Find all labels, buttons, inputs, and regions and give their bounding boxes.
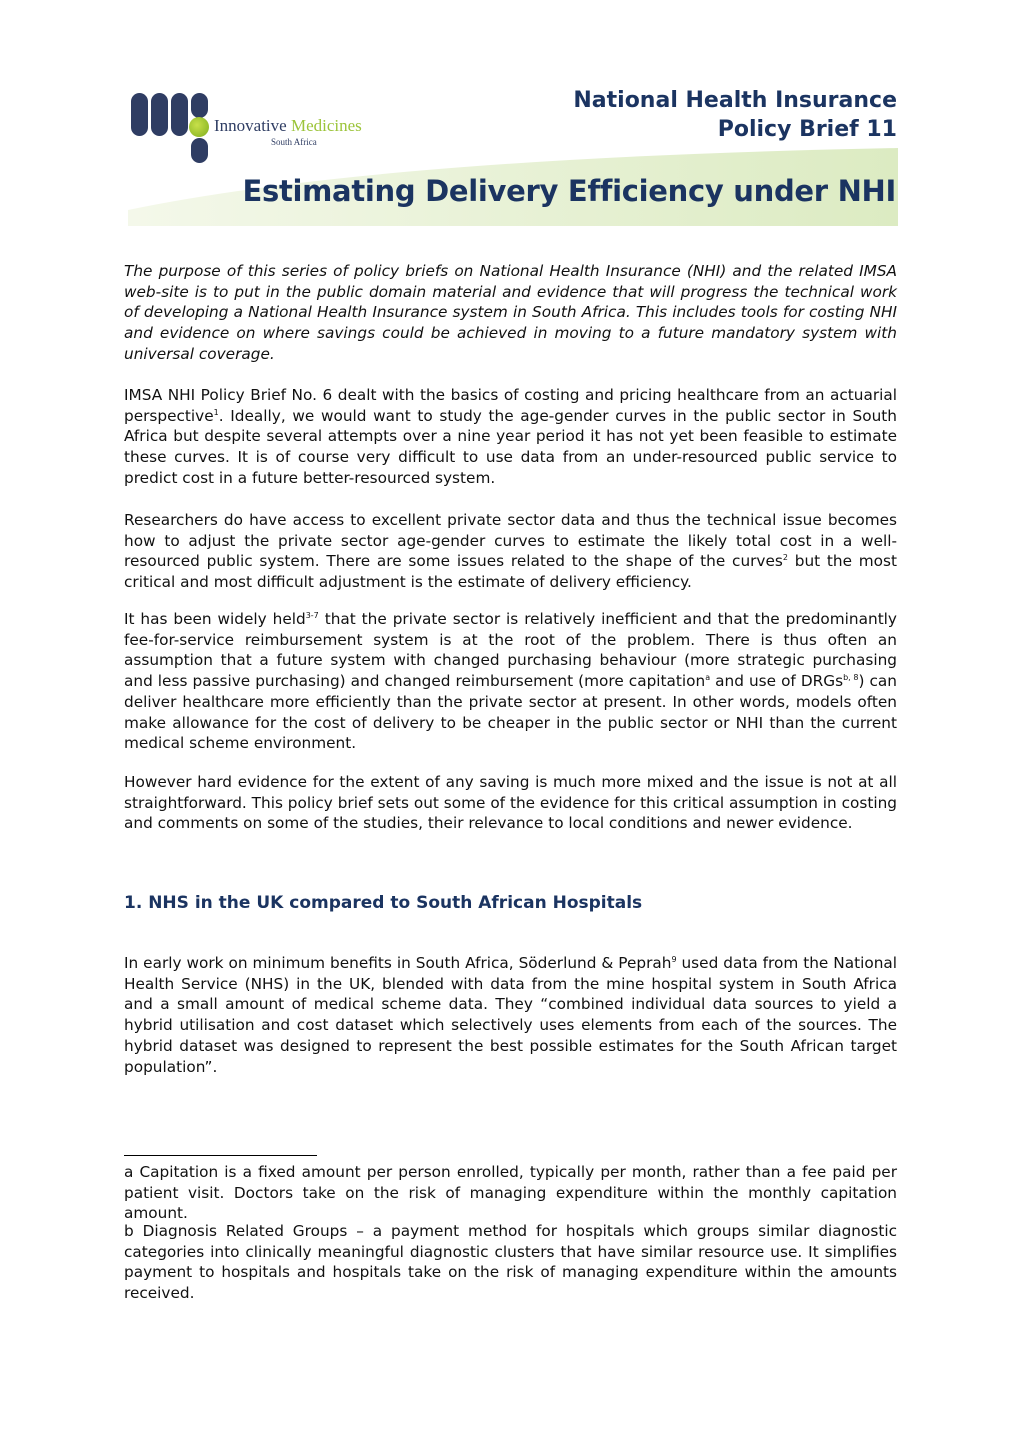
logo-pill [171, 93, 188, 136]
text: It has been widely held [124, 610, 306, 628]
footnote-text: a Capitation is a fixed amount per person enrolled, typically per month, rather than a fee paid per patient visit. Doctors take on the risk of managing expenditure within the monthly capitation amount. [124, 1163, 897, 1223]
section-heading: 1. NHS in the UK compared to South African Hospitals [124, 893, 643, 913]
logo-pill [151, 93, 168, 136]
intro-text: The purpose of this series of policy briefs on National Health Insurance (NHI) and the related IMSA web-site is to put in the public domain material and evidence that will progress the technical work of developing a National Health Insurance system in South Africa. This includes tools for costing NHI and evidence on where savings could be achieved in moving to a future mandatory system with universal coverage. [124, 262, 897, 363]
paragraph-4 [124, 772, 897, 834]
series-header [573, 86, 897, 144]
footnote-text: b Diagnosis Related Groups – a payment method for hospitals which groups similar diagnostic categories into clinically meaningful diagnostic clusters that have similar resource use. It simplifies payment to hospitals and hospitals take on the risk of managing expenditure within the amounts received. [124, 1222, 897, 1303]
paragraph-3 [124, 609, 897, 754]
series-title: National Health Insurance [573, 88, 897, 113]
text: In early work on minimum benefits in South Africa, Söderlund & Peprah [124, 954, 672, 972]
text: However hard evidence for the extent of any saving is much more mixed and the issue is not at all straightforward. This policy brief sets out some of the evidence for this critical assumption in costing and comments on some of the studies, their relevance to local conditions and newer evidence. [124, 773, 897, 833]
text: Researchers do have access to excellent private sector data and thus the technical issue becomes how to adjust the private sector age-gender curves to estimate the likely total cost in a well-resourced public system. There are some issues related to the shape of the curves [124, 511, 897, 571]
logo-pill [131, 93, 148, 136]
text: but the most critical and most difficult adjustment is the estimate of delivery efficiency. [124, 552, 897, 592]
footnote-divider [124, 1155, 317, 1156]
footnote-ref[interactable]: 2 [782, 553, 788, 563]
text: IMSA NHI Policy Brief No. 6 dealt with the basics of costing and pricing healthcare from an actuarial perspective [124, 386, 897, 425]
logo-subtitle: South Africa [271, 137, 317, 147]
logo-pill-icon [189, 117, 209, 137]
section-1-paragraph [124, 953, 897, 1077]
text: ) can deliver healthcare more efficiently than the private sector at present. In other words, models often make allowance for the cost of delivery to be cheaper in the public sector or NHI than the current medical scheme environment. [124, 672, 897, 753]
paragraph-1 [124, 385, 897, 489]
footnote-ref[interactable]: a [705, 673, 711, 683]
footnote-b [124, 1221, 897, 1304]
footnote-ref[interactable]: 9 [671, 955, 677, 964]
text: that the private sector is relatively inefficient and that the predominantly fee-for-service reimbursement system is at the root of the problem. There is thus often an assumption that a future system with changed purchasing behaviour (more strategic purchasing and less passive purchasing) and changed reimbursement (more capitation [124, 610, 897, 691]
footnote-a [124, 1162, 897, 1224]
footnote-ref[interactable]: 3-7 [305, 611, 319, 620]
logo-name: Innovative Medicines [214, 116, 362, 135]
page-title: Estimating Delivery Efficiency under NHI [242, 174, 896, 208]
text: . Ideally, we would want to study the age-gender curves in the public sector in South Africa but despite several attempts over a nine year period it has not yet been feasible to estimate these curves. It is of course very difficult to use data from an under-resourced public service to predict cost in a future better-resourced system. [124, 406, 897, 487]
brief-number: Policy Brief 11 [717, 117, 897, 142]
paragraph-2 [124, 510, 897, 593]
footnote-ref[interactable]: 1 [213, 407, 219, 417]
footnote-ref[interactable]: b, 8 [843, 673, 859, 683]
text: and use of DRGs [710, 672, 844, 691]
text: used data from the National Health Service (NHS) in the UK, blended with data from the mine hospital system in South Africa and a small amount of medical scheme data. They “combined individual data sources to yield a hybrid utilisation and cost dataset which selectively uses elements from each of the sources. The hybrid dataset was designed to represent the best possible estimates for the South African target population”. [124, 954, 898, 1076]
logo-pill [191, 93, 208, 118]
intro-paragraph [124, 261, 897, 365]
